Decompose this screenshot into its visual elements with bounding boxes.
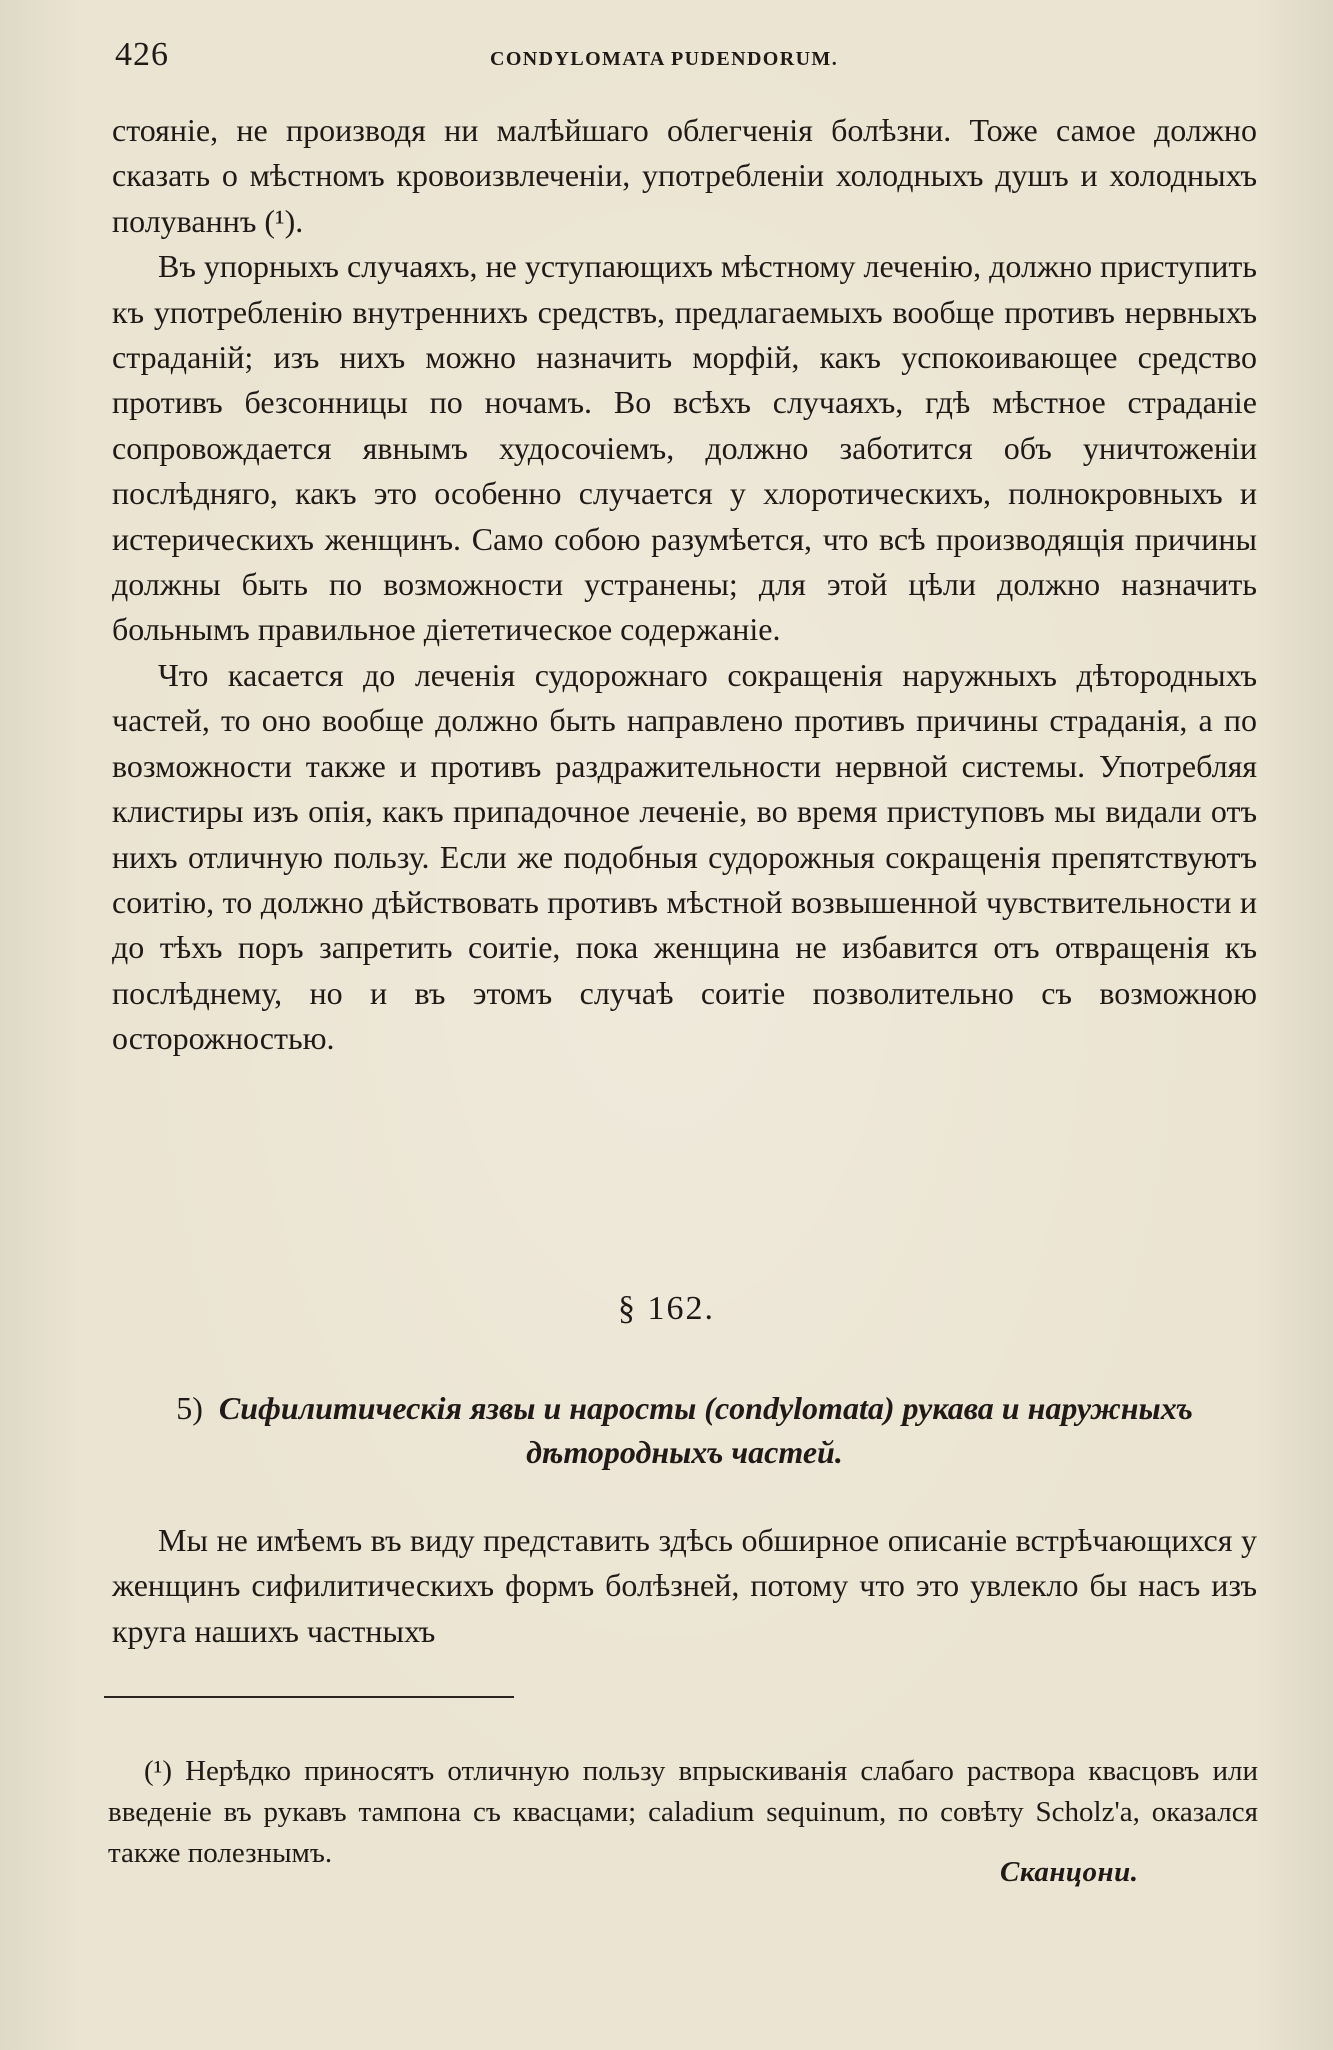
footnote-signature: Сканцони. <box>1000 1856 1139 1888</box>
section-heading <box>112 1386 1257 1474</box>
page-number: 426 <box>115 36 169 73</box>
section-number: 5) <box>176 1390 203 1426</box>
footnote: (¹) Нерѣдко приносятъ отличную пользу впрыскиванія слабаго раствора квасцовъ или введеніе въ рукавъ тампона съ квасцами; caladium sequinum, по совѣту Scholz'a, оказался также полезнымъ. <box>108 1755 1258 1869</box>
section-title: Сифилитическія язвы и наросты (condylomata) рукава и наружныхъ дѣтородныхъ частей. <box>218 1390 1193 1470</box>
paragraph-syphilitic-forms: Мы не имѣемъ въ виду представить здѣсь обширное описаніе встрѣчающихся у женщинъ сифилитическихъ формъ болѣзней, потому что это увлекло бы насъ изъ круга нашихъ частныхъ <box>112 1522 1257 1649</box>
main-text <box>112 108 1257 1062</box>
page-header <box>115 36 1255 86</box>
footnote-divider <box>104 1696 514 1698</box>
paragraph-internal-treatment: Въ упорныхъ случаяхъ, не уступающихъ мѣстному леченію, должно приступить къ употребленію внутреннихъ средствъ, предлагаемыхъ вообще противъ нервныхъ страданій; изъ нихъ можно назначить морфій, какъ успокоивающее средство противъ безсонницы по ночамъ. Во всѣхъ случаяхъ, гдѣ мѣстное страданіе сопровождается явнымъ худосочіемъ, должно заботится объ уничтоженіи послѣдняго, какъ это особенно случается у хлоротическихъ, полнокровныхъ и истерическихъ женщинъ. Само собою разумѣется, что всѣ производящія причины должны быть по возможности устранены; для этой цѣли должно назначить больнымъ правильное діететическое содержаніе. <box>112 248 1257 648</box>
paragraph-spasm-treatment: Что касается до леченія судорожнаго сокращенія наружныхъ дѣтородныхъ частей, то оно вообще должно быть направлено противъ причины страданія, а по возможности также и противъ раздражительности нервной системы. Употребляя клистиры изъ опія, какъ припадочное леченіе, во время приступовъ мы видали отъ нихъ отличную пользу. Если же подобныя судорожныя сокращенія препятствуютъ соитію, то должно дѣйствовать противъ мѣстной возвышенной чувствительности и до тѣхъ поръ запретить соитіе, пока женщина не избавится отъ отвращенія къ послѣднему, но и въ этомъ случаѣ соитіе позволительно съ возможною осторожностью. <box>112 656 1257 1057</box>
section-text <box>112 1518 1257 1654</box>
section-mark: § 162. <box>618 1290 715 1327</box>
running-head: CONDYLOMATA PUDENDORUM. <box>490 48 839 70</box>
paragraph-continuation: стояніе, не производя ни малѣйшаго облегченія болѣзни. Тоже самое должно сказать о мѣстномъ кровоизвлеченіи, употребленіи холодныхъ душъ и холодныхъ полуваннъ (¹). <box>112 112 1257 239</box>
